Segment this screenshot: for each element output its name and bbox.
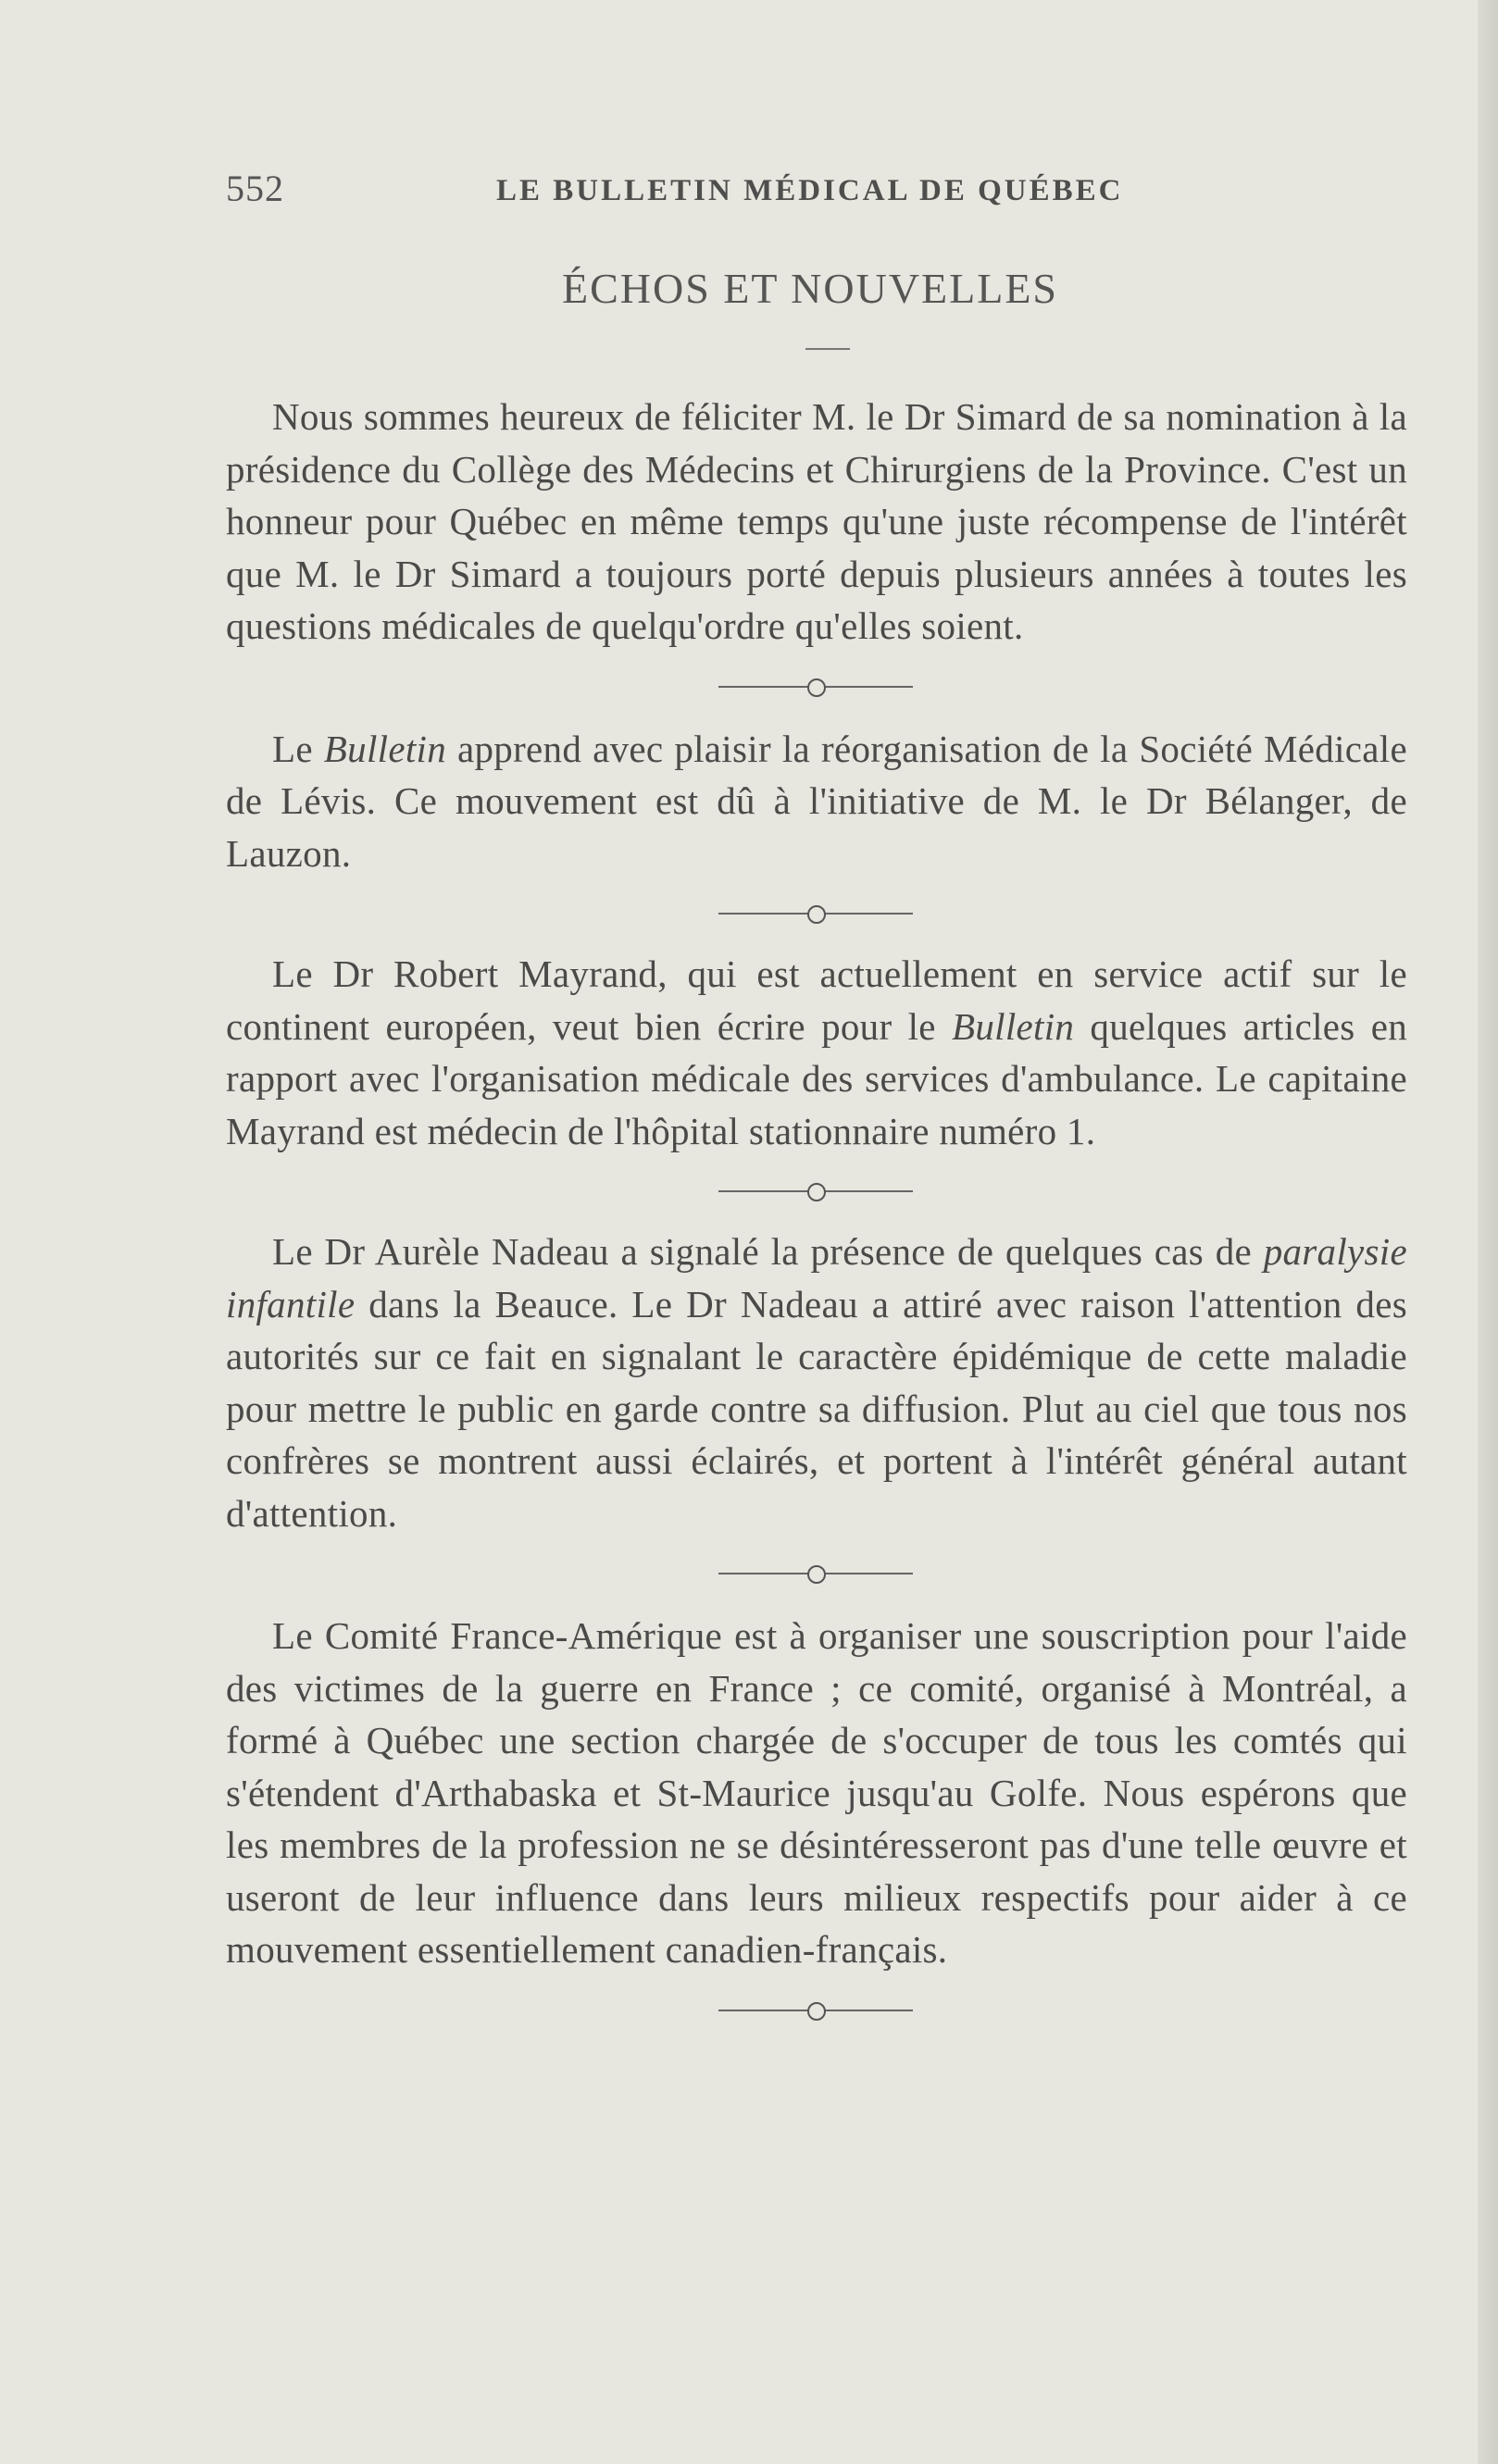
paragraph-text: dans la Beauce. Le Dr Nadeau a attiré avec raison l'attention des autorités sur ce fait en signalant le caractère épidémique de cette maladie pour mettre le public en garde contre sa diffusion. Plut au ciel que tous nos confrères se montrent aussi éclairés, et portent à l'intérêt général autant d'attention. (226, 1282, 1407, 1535)
article-body (226, 391, 1407, 2045)
paragraph-text: Le (272, 727, 324, 770)
separator-ornament (226, 1539, 1407, 1610)
news-item-levis (226, 723, 1407, 880)
italic-term: Bulletin (323, 727, 447, 770)
news-item-france-amerique (226, 1610, 1407, 1976)
separator-ornament (226, 1157, 1407, 1226)
separator-ornament (226, 653, 1407, 723)
separator-circle (807, 2002, 826, 2021)
separator-ornament (226, 1976, 1407, 2045)
paragraph-text: Le Dr Aurèle Nadeau a signalé la présence de quelques cas de (272, 1230, 1264, 1273)
separator-circle (807, 905, 826, 924)
running-title: LE BULLETIN MÉDICAL DE QUÉBEC (496, 174, 1124, 207)
paragraph-text: quelques articles en rapport avec l'organisation médicale des services d'ambulance. Le capitaine Mayrand est médecin de l'hôpital stationnaire numéro 1. (226, 1004, 1407, 1152)
news-item-simard (226, 391, 1407, 653)
separator-circle (807, 1183, 826, 1201)
news-item-mayrand (226, 948, 1407, 1157)
paragraph-text: apprend avec plaisir la réorganisation de la Société Médicale de Lévis. Ce mouvement est dû à l'initiative de M. le Dr Bélanger, de Lauzon. (226, 727, 1407, 875)
separator-circle (807, 678, 826, 697)
section-title: ÉCHOS ET NOUVELLES (561, 265, 1059, 312)
running-header (226, 167, 1161, 222)
paragraph-text: Le Comité France-Amérique est à organiser une souscription pour l'aide des victimes de la guerre en France ; ce comité, organisé à Montréal, a formé à Québec une section chargée de s'occuper de tous les comtés qui s'étendent d'Arthabaska et St-Maurice jusqu'au Golfe. Nous espérons que les membres de la profession ne se désintéresseront pas d'une telle œuvre et useront de leur influence dans leurs milieux respectifs pour aider à ce mouvement essentiellement canadien-français. (226, 1614, 1407, 1971)
separator-circle (807, 1565, 826, 1584)
page-edge (1478, 0, 1498, 2464)
italic-term: paralysie infantile (226, 1230, 1407, 1325)
news-item-nadeau (226, 1226, 1407, 1539)
paragraph-text: Le Dr Robert Mayrand, qui est actuellement en service actif sur le continent européen, veut bien écrire pour le (226, 952, 1407, 1048)
title-rule (805, 348, 850, 350)
separator-ornament (226, 879, 1407, 948)
page-number: 552 (226, 168, 284, 209)
italic-term: Bulletin (952, 1004, 1075, 1048)
paragraph-text: Nous sommes heureux de féliciter M. le Dr Simard de sa nomination à la présidence du Collège des Médecins et Chirurgiens de la Province. C'est un honneur pour Québec en même temps qu'une juste récompense de l'intérêt que M. le Dr Simard a toujours porté depuis plusieurs années à toutes les questions médicales de quelqu'ordre qu'elles soient. (226, 395, 1407, 647)
